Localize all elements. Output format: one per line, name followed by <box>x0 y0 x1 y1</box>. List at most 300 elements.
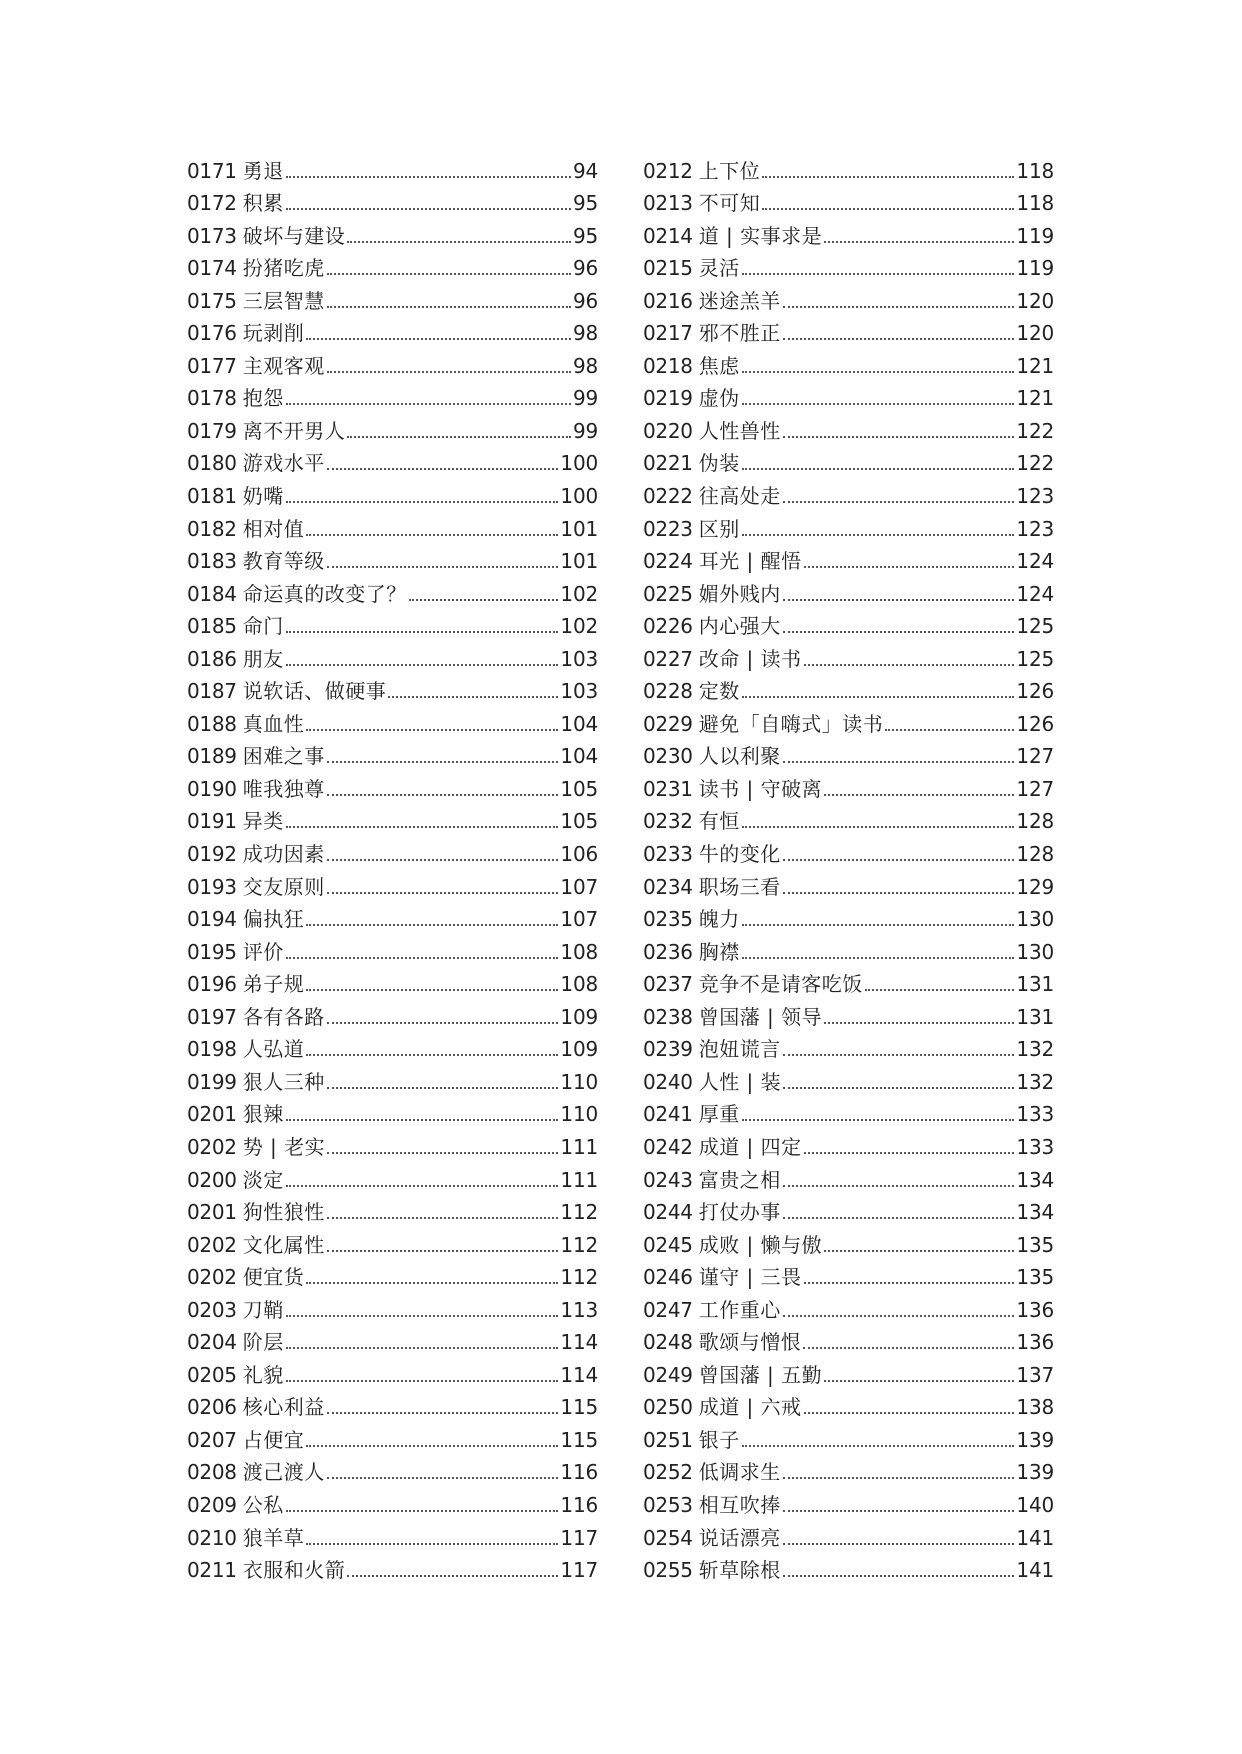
entry-number: 0252 <box>643 1460 693 1485</box>
dot-leader <box>824 1380 1014 1382</box>
toc-entry[interactable] <box>643 899 1054 932</box>
dot-leader <box>306 1054 558 1056</box>
dot-leader <box>783 1575 1015 1577</box>
toc-entry[interactable] <box>643 1159 1054 1192</box>
dot-leader <box>783 306 1015 308</box>
entry-page-number: 130 <box>1016 939 1054 964</box>
dot-leader <box>327 794 559 796</box>
dot-leader <box>347 1575 558 1577</box>
entry-number: 0244 <box>643 1200 693 1225</box>
entry-number: 0194 <box>187 907 237 932</box>
entry-page-number: 108 <box>560 972 598 997</box>
entry-page-number: 94 <box>572 158 598 183</box>
entry-title: 狗性狼性 <box>242 1200 325 1225</box>
entry-page-number: 117 <box>560 1558 598 1583</box>
toc-entry[interactable] <box>643 1126 1054 1159</box>
dot-leader <box>783 1477 1015 1479</box>
entry-page-number: 136 <box>1016 1297 1054 1322</box>
entry-number: 0188 <box>187 711 237 736</box>
entry-page-number: 100 <box>560 451 598 476</box>
dot-leader <box>742 468 1015 470</box>
toc-entry[interactable] <box>187 801 598 834</box>
entry-page-number: 107 <box>560 907 598 932</box>
entry-number: 0215 <box>643 256 693 281</box>
toc-column-right <box>643 150 1054 1582</box>
entry-title: 工作重心 <box>698 1297 781 1322</box>
entry-number: 0218 <box>643 353 693 378</box>
dot-leader <box>388 696 558 698</box>
toc-entry[interactable] <box>187 410 598 443</box>
entry-number: 0249 <box>643 1362 693 1387</box>
entry-page-number: 123 <box>1016 484 1054 509</box>
dot-leader <box>286 501 559 503</box>
toc-entry[interactable] <box>643 1387 1054 1420</box>
entry-page-number: 138 <box>1016 1395 1054 1420</box>
toc-entry[interactable] <box>187 1550 598 1583</box>
toc-entry[interactable] <box>187 736 598 769</box>
entry-number: 0247 <box>643 1297 693 1322</box>
entry-number: 0240 <box>643 1069 693 1094</box>
entry-page-number: 101 <box>560 549 598 574</box>
toc-entry[interactable] <box>643 703 1054 736</box>
entry-title: 读书 | 守破离 <box>698 776 823 801</box>
entry-page-number: 110 <box>560 1102 598 1127</box>
entry-title: 势 | 老实 <box>242 1134 326 1159</box>
entry-title: 有恒 <box>698 809 740 834</box>
entry-page-number: 99 <box>572 386 598 411</box>
entry-page-number: 104 <box>560 711 598 736</box>
toc-entry[interactable] <box>643 443 1054 476</box>
dot-leader <box>286 1347 559 1349</box>
toc-entry[interactable] <box>187 866 598 899</box>
entry-title: 狠辣 <box>242 1102 284 1127</box>
entry-number: 0213 <box>643 191 693 216</box>
entry-title: 伪装 <box>698 451 740 476</box>
toc-entry[interactable] <box>643 378 1054 411</box>
toc-entry[interactable] <box>643 1061 1054 1094</box>
toc-entry[interactable] <box>643 150 1054 183</box>
toc-entry[interactable] <box>187 1484 598 1517</box>
toc-entry[interactable] <box>643 1192 1054 1225</box>
dot-leader <box>327 761 559 763</box>
entry-number: 0204 <box>187 1330 237 1355</box>
dot-leader <box>762 208 1014 210</box>
entry-title: 评价 <box>242 939 284 964</box>
entry-number: 0223 <box>643 516 693 541</box>
entry-title: 衣服和火箭 <box>242 1558 346 1583</box>
dot-leader <box>783 1185 1015 1187</box>
entry-page-number: 96 <box>572 288 598 313</box>
entry-page-number: 98 <box>572 353 598 378</box>
dot-leader <box>327 1022 559 1024</box>
toc-entry[interactable] <box>187 443 598 476</box>
dot-leader <box>783 859 1015 861</box>
entry-page-number: 128 <box>1016 809 1054 834</box>
entry-title: 区别 <box>698 516 740 541</box>
toc-entry[interactable] <box>187 183 598 216</box>
entry-number: 0174 <box>187 256 237 281</box>
entry-title: 焦虑 <box>698 353 740 378</box>
entry-page-number: 125 <box>1016 646 1054 671</box>
entry-title: 人弘道 <box>242 1037 305 1062</box>
dot-leader <box>286 176 571 178</box>
entry-page-number: 122 <box>1016 418 1054 443</box>
entry-page-number: 112 <box>560 1265 598 1290</box>
entry-number: 0193 <box>187 874 237 899</box>
toc-entry[interactable] <box>187 1061 598 1094</box>
dot-leader <box>327 1087 559 1089</box>
toc-entry[interactable] <box>643 996 1054 1029</box>
entry-number: 0219 <box>643 386 693 411</box>
entry-number: 0236 <box>643 939 693 964</box>
dot-leader <box>783 761 1015 763</box>
toc-entry[interactable] <box>643 1550 1054 1583</box>
entry-title: 成道 | 四定 <box>698 1134 802 1159</box>
toc-entry[interactable] <box>187 1322 598 1355</box>
dot-leader <box>783 1217 1015 1219</box>
toc-entry[interactable] <box>643 801 1054 834</box>
entry-number: 0182 <box>187 516 237 541</box>
entry-title: 玩剥削 <box>242 321 305 346</box>
entry-number: 0198 <box>187 1037 237 1062</box>
entry-number: 0201 <box>187 1102 237 1127</box>
toc-entry[interactable] <box>643 964 1054 997</box>
dot-leader <box>783 436 1015 438</box>
entry-title: 灵活 <box>698 256 740 281</box>
entry-number: 0197 <box>187 1004 237 1029</box>
entry-title: 人以利聚 <box>698 744 781 769</box>
toc-entry[interactable] <box>187 833 598 866</box>
toc-entry[interactable] <box>643 1452 1054 1485</box>
toc-entry[interactable] <box>643 833 1054 866</box>
dot-leader <box>783 1054 1015 1056</box>
entry-title: 银子 <box>698 1427 740 1452</box>
toc-entry[interactable] <box>187 1159 598 1192</box>
entry-number: 0185 <box>187 614 237 639</box>
entry-title: 富贵之相 <box>698 1167 781 1192</box>
toc-entry[interactable] <box>643 1029 1054 1062</box>
entry-page-number: 141 <box>1016 1525 1054 1550</box>
toc-entry[interactable] <box>643 215 1054 248</box>
entry-title: 曾国藩 | 五勤 <box>698 1362 823 1387</box>
entry-title: 上下位 <box>698 158 761 183</box>
entry-title: 朋友 <box>242 646 284 671</box>
entry-title: 成功因素 <box>242 842 325 867</box>
toc-entry[interactable] <box>187 1354 598 1387</box>
entry-number: 0178 <box>187 386 237 411</box>
dot-leader <box>783 338 1015 340</box>
entry-number: 0200 <box>187 1167 237 1192</box>
entry-number: 0246 <box>643 1265 693 1290</box>
entry-page-number: 127 <box>1016 744 1054 769</box>
toc-entry[interactable] <box>643 1094 1054 1127</box>
dot-leader <box>306 1445 558 1447</box>
entry-number: 0189 <box>187 744 237 769</box>
toc-entry[interactable] <box>187 541 598 574</box>
toc-entry[interactable] <box>643 1322 1054 1355</box>
toc-entry[interactable] <box>643 768 1054 801</box>
entry-page-number: 140 <box>1016 1492 1054 1517</box>
dot-leader <box>824 794 1014 796</box>
toc-entry[interactable] <box>187 475 598 508</box>
entry-number: 0226 <box>643 614 693 639</box>
entry-title: 狠人三种 <box>242 1069 325 1094</box>
dot-leader <box>742 403 1015 405</box>
dot-leader <box>865 989 1015 991</box>
entry-number: 0211 <box>187 1558 237 1583</box>
dot-leader <box>783 501 1015 503</box>
entry-page-number: 109 <box>560 1037 598 1062</box>
toc-entry[interactable] <box>187 573 598 606</box>
dot-leader <box>327 1477 559 1479</box>
entry-title: 斩草除根 <box>698 1558 781 1583</box>
toc-entry[interactable] <box>187 248 598 281</box>
entry-page-number: 105 <box>560 809 598 834</box>
entry-title: 异类 <box>242 809 284 834</box>
toc-entry[interactable] <box>643 1354 1054 1387</box>
entry-number: 0187 <box>187 679 237 704</box>
toc-entry[interactable] <box>643 1517 1054 1550</box>
toc-entry[interactable] <box>187 606 598 639</box>
toc-entry[interactable] <box>643 1257 1054 1290</box>
entry-title: 阶层 <box>242 1330 284 1355</box>
dot-leader <box>286 664 559 666</box>
dot-leader <box>742 696 1015 698</box>
entry-number: 0221 <box>643 451 693 476</box>
toc-entry[interactable] <box>187 280 598 313</box>
toc-entry[interactable] <box>187 215 598 248</box>
entry-number: 0180 <box>187 451 237 476</box>
toc-entry[interactable] <box>643 508 1054 541</box>
dot-leader <box>286 826 559 828</box>
entry-page-number: 116 <box>560 1460 598 1485</box>
entry-number: 0172 <box>187 191 237 216</box>
entry-title: 破坏与建设 <box>242 223 346 248</box>
dot-leader <box>327 892 559 894</box>
entry-page-number: 130 <box>1016 907 1054 932</box>
dot-leader <box>804 664 1015 666</box>
toc-entry[interactable] <box>643 931 1054 964</box>
toc-entry[interactable] <box>187 378 598 411</box>
entry-number: 0242 <box>643 1134 693 1159</box>
entry-number: 0212 <box>643 158 693 183</box>
entry-page-number: 102 <box>560 614 598 639</box>
entry-number: 0207 <box>187 1427 237 1452</box>
entry-title: 便宜货 <box>242 1265 305 1290</box>
entry-number: 0175 <box>187 288 237 313</box>
entry-number: 0231 <box>643 776 693 801</box>
toc-entry[interactable] <box>643 1484 1054 1517</box>
entry-title: 道 | 实事求是 <box>698 223 823 248</box>
entry-page-number: 107 <box>560 874 598 899</box>
toc-entry[interactable] <box>643 638 1054 671</box>
entry-title: 说软话、做硬事 <box>242 679 387 704</box>
toc-entry[interactable] <box>187 964 598 997</box>
entry-title: 打仗办事 <box>698 1200 781 1225</box>
toc-entry[interactable] <box>643 1419 1054 1452</box>
entry-number: 0237 <box>643 972 693 997</box>
toc-entry[interactable] <box>187 1289 598 1322</box>
toc-entry[interactable] <box>187 1224 598 1257</box>
toc-entry[interactable] <box>643 1289 1054 1322</box>
entry-number: 0184 <box>187 581 237 606</box>
entry-number: 0227 <box>643 646 693 671</box>
entry-title: 占便宜 <box>242 1427 305 1452</box>
toc-entry[interactable] <box>643 1224 1054 1257</box>
entry-title: 核心利益 <box>242 1395 325 1420</box>
dot-leader <box>783 1087 1014 1089</box>
toc-entry[interactable] <box>643 183 1054 216</box>
entry-page-number: 139 <box>1016 1460 1054 1485</box>
entry-number: 0254 <box>643 1525 693 1550</box>
toc-entry[interactable] <box>643 573 1054 606</box>
entry-page-number: 111 <box>560 1167 598 1192</box>
entry-page-number: 96 <box>572 256 598 281</box>
entry-page-number: 118 <box>1016 191 1054 216</box>
entry-number: 0248 <box>643 1330 693 1355</box>
entry-page-number: 135 <box>1016 1265 1054 1290</box>
dot-leader <box>783 1315 1015 1317</box>
entry-page-number: 119 <box>1016 223 1054 248</box>
entry-number: 0209 <box>187 1492 237 1517</box>
dot-leader <box>409 599 559 601</box>
entry-number: 0177 <box>187 353 237 378</box>
toc-entry[interactable] <box>187 1094 598 1127</box>
dot-leader <box>286 1119 559 1121</box>
dot-leader <box>824 1250 1014 1252</box>
entry-title: 改命 | 读书 <box>698 646 802 671</box>
toc-entry[interactable] <box>187 1192 598 1225</box>
entry-number: 0220 <box>643 418 693 443</box>
entry-title: 不可知 <box>698 191 761 216</box>
entry-page-number: 117 <box>560 1525 598 1550</box>
entry-title: 相互吹捧 <box>698 1492 781 1517</box>
entry-page-number: 132 <box>1016 1069 1054 1094</box>
dot-leader <box>306 989 558 991</box>
toc-entry[interactable] <box>187 996 598 1029</box>
toc-entry[interactable] <box>187 1029 598 1062</box>
dot-leader <box>804 1412 1015 1414</box>
dot-leader <box>824 1022 1014 1024</box>
entry-page-number: 112 <box>560 1200 598 1225</box>
toc-entry[interactable] <box>643 475 1054 508</box>
entry-title: 积累 <box>242 191 284 216</box>
toc-entry[interactable] <box>187 313 598 346</box>
entry-number: 0176 <box>187 321 237 346</box>
entry-number: 0251 <box>643 1427 693 1452</box>
entry-number: 0186 <box>187 646 237 671</box>
entry-title: 邪不胜正 <box>698 321 781 346</box>
dot-leader <box>803 1347 1014 1349</box>
dot-leader <box>804 1152 1015 1154</box>
entry-page-number: 134 <box>1016 1167 1054 1192</box>
toc-entry[interactable] <box>643 606 1054 639</box>
entry-number: 0202 <box>187 1265 237 1290</box>
toc-entry[interactable] <box>643 280 1054 313</box>
entry-title: 公私 <box>242 1492 284 1517</box>
entry-number: 0243 <box>643 1167 693 1192</box>
entry-number: 0192 <box>187 842 237 867</box>
toc-entry[interactable] <box>187 931 598 964</box>
toc-entry[interactable] <box>643 541 1054 574</box>
dot-leader <box>327 566 559 568</box>
dot-leader <box>824 241 1014 243</box>
toc-entry[interactable] <box>187 1517 598 1550</box>
dot-leader <box>742 371 1015 373</box>
entry-page-number: 114 <box>560 1362 598 1387</box>
entry-number: 0191 <box>187 809 237 834</box>
entry-title: 定数 <box>698 679 740 704</box>
toc-entry[interactable] <box>643 248 1054 281</box>
toc-entry[interactable] <box>643 313 1054 346</box>
dot-leader <box>327 1152 558 1154</box>
entry-title: 教育等级 <box>242 549 325 574</box>
entry-page-number: 131 <box>1016 1004 1054 1029</box>
entry-number: 0201 <box>187 1200 237 1225</box>
entry-title: 相对值 <box>242 516 305 541</box>
entry-title: 游戏水平 <box>242 451 325 476</box>
entry-page-number: 131 <box>1016 972 1054 997</box>
entry-page-number: 103 <box>560 679 598 704</box>
toc-entry[interactable] <box>187 1257 598 1290</box>
entry-number: 0224 <box>643 549 693 574</box>
entry-page-number: 104 <box>560 744 598 769</box>
toc-entry[interactable] <box>643 736 1054 769</box>
entry-title: 文化属性 <box>242 1232 325 1257</box>
toc-entry[interactable] <box>643 866 1054 899</box>
toc-entry[interactable] <box>187 899 598 932</box>
toc-entry[interactable] <box>187 508 598 541</box>
entry-page-number: 124 <box>1016 549 1054 574</box>
toc-entry[interactable] <box>187 1387 598 1420</box>
toc-entry[interactable] <box>187 150 598 183</box>
entry-number: 0183 <box>187 549 237 574</box>
entry-page-number: 125 <box>1016 614 1054 639</box>
toc-entry[interactable] <box>187 703 598 736</box>
toc-entry[interactable] <box>187 1419 598 1452</box>
entry-number: 0206 <box>187 1395 237 1420</box>
entry-number: 0202 <box>187 1134 237 1159</box>
dot-leader <box>347 241 571 243</box>
entry-title: 曾国藩 | 领导 <box>698 1004 823 1029</box>
toc-entry[interactable] <box>187 671 598 704</box>
entry-number: 0205 <box>187 1362 237 1387</box>
entry-number: 0241 <box>643 1102 693 1127</box>
entry-title: 魄力 <box>698 907 740 932</box>
entry-title: 狼羊草 <box>242 1525 305 1550</box>
entry-number: 0238 <box>643 1004 693 1029</box>
toc-entry[interactable] <box>187 1126 598 1159</box>
entry-page-number: 120 <box>1016 321 1054 346</box>
toc-entry[interactable] <box>643 410 1054 443</box>
dot-leader <box>306 338 571 340</box>
entry-page-number: 101 <box>560 516 598 541</box>
entry-title: 渡己渡人 <box>242 1460 325 1485</box>
toc-entry[interactable] <box>187 1452 598 1485</box>
toc-entry[interactable] <box>187 345 598 378</box>
dot-leader <box>347 436 571 438</box>
toc-entry[interactable] <box>187 638 598 671</box>
entry-page-number: 133 <box>1016 1102 1054 1127</box>
toc-entry[interactable] <box>643 345 1054 378</box>
toc-column-left <box>187 150 598 1582</box>
entry-page-number: 135 <box>1016 1232 1054 1257</box>
entry-number: 0181 <box>187 484 237 509</box>
entry-number: 0222 <box>643 484 693 509</box>
entry-page-number: 99 <box>572 418 598 443</box>
toc-entry[interactable] <box>187 768 598 801</box>
toc-entry[interactable] <box>643 671 1054 704</box>
